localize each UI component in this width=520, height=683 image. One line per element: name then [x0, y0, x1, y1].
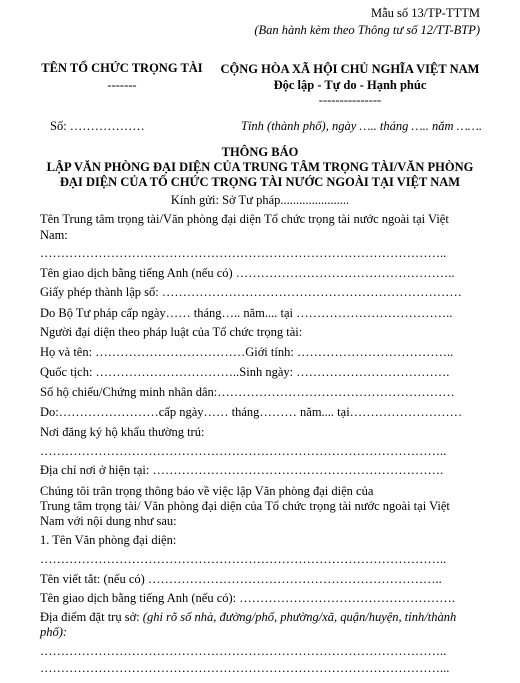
form-line: Do Bộ Tư pháp cấp ngày…… tháng….. năm.... tại ………………………………..	[40, 306, 453, 320]
form-line: Giấy phép thành lập số: ………………………………………………………………	[40, 285, 462, 299]
organization-name: TÊN TỔ CHỨC TRỌNG TÀI	[41, 61, 203, 75]
form-line: ……………………………………………………………………………………..	[40, 246, 447, 260]
address-note: (ghi rõ số nhà, đường/phố, phường/xã, quận/huyện, tỉnh/thành	[142, 610, 457, 624]
form-line: Nơi đăng ký hộ khẩu thường trú:	[40, 425, 205, 439]
address-label: Địa điểm đặt trụ sở:	[40, 610, 140, 624]
country-heading: CỘNG HÒA XÃ HỘI CHỦ NGHĨA VIỆT NAM	[220, 62, 480, 76]
address-line	[40, 610, 456, 625]
form-number: Mẫu số 13/TP-TTTM	[370, 6, 480, 20]
form-line: ……………………………………………………………………………………..	[40, 552, 447, 566]
recipient: Kính gửi: Sở Tư pháp......................	[170, 193, 350, 207]
form-line: Họ và tên: ………………………………Giới tính: ………………………………..	[40, 345, 454, 359]
form-line: Tên Trung tâm trọng tài/Văn phòng đại diện Tổ chức trọng tài nước ngoài tại Việt	[40, 212, 449, 226]
motto-rule: ---------------	[318, 93, 382, 107]
form-line: Quốc tịch: ……………………………..Sinh ngày: ……………………………….	[40, 365, 450, 379]
form-line: Trung tâm trọng tài/ Văn phòng đại diện của Tổ chức trọng tài nước ngoài tại Việt	[40, 499, 450, 513]
form-line: ……………………………………………………………………………………..	[40, 444, 447, 458]
form-line: 1. Tên Văn phòng đại diện:	[40, 533, 177, 547]
form-line: Số hộ chiếu/Chứng minh nhân dân:…………………………………………………	[40, 385, 455, 399]
place-and-date: Tỉnh (thành phố), ngày ….. tháng ….. năm …….	[241, 119, 482, 133]
form-line: Tên giao dịch bằng tiếng Anh (nếu có): …………………………………………….	[40, 591, 455, 605]
motto: Độc lập - Tự do - Hạnh phúc	[273, 78, 427, 92]
document-subtitle-line-2: ĐẠI DIỆN CỦA TỔ CHỨC TRỌNG TÀI NƯỚC NGOÀI TẠI VIỆT NAM	[59, 175, 461, 189]
document-subtitle-line-1: LẬP VĂN PHÒNG ĐẠI DIỆN CỦA TRUNG TÂM TRỌNG TÀI/VĂN PHÒNG	[46, 160, 474, 174]
organization-rule: -------	[107, 78, 137, 92]
form-line: Chúng tôi trân trọng thông báo về việc lập Văn phòng đại diện của	[40, 484, 374, 498]
document-number: Số: ………………	[50, 119, 145, 133]
form-line: ……………………………………………………………………………………..	[40, 644, 447, 658]
form-line: Người đại diện theo pháp luật của Tổ chức trọng tài:	[40, 325, 303, 339]
form-line: ……………………………………………………………………………………...	[40, 661, 450, 675]
form-line: Tên giao dịch bằng tiếng Anh (nếu có) ……………………………………………..	[40, 266, 455, 280]
document-title: THÔNG BÁO	[221, 145, 299, 159]
address-note-continued: phố):	[40, 625, 68, 639]
form-line: Nam với nội dung như sau:	[40, 514, 177, 528]
form-line: Nam:	[40, 228, 68, 242]
issued-note: (Ban hành kèm theo Thông tư số 12/TT-BTP)	[254, 23, 480, 37]
form-line: Do:……………………cấp ngày…… tháng……… năm.... tại………………………	[40, 405, 463, 419]
form-line: Tên viết tắt: (nếu có) ……………………………………………………………..	[40, 572, 442, 586]
form-line: Địa chỉ nơi ở hiện tại: …………………………………………………………….	[40, 463, 444, 477]
